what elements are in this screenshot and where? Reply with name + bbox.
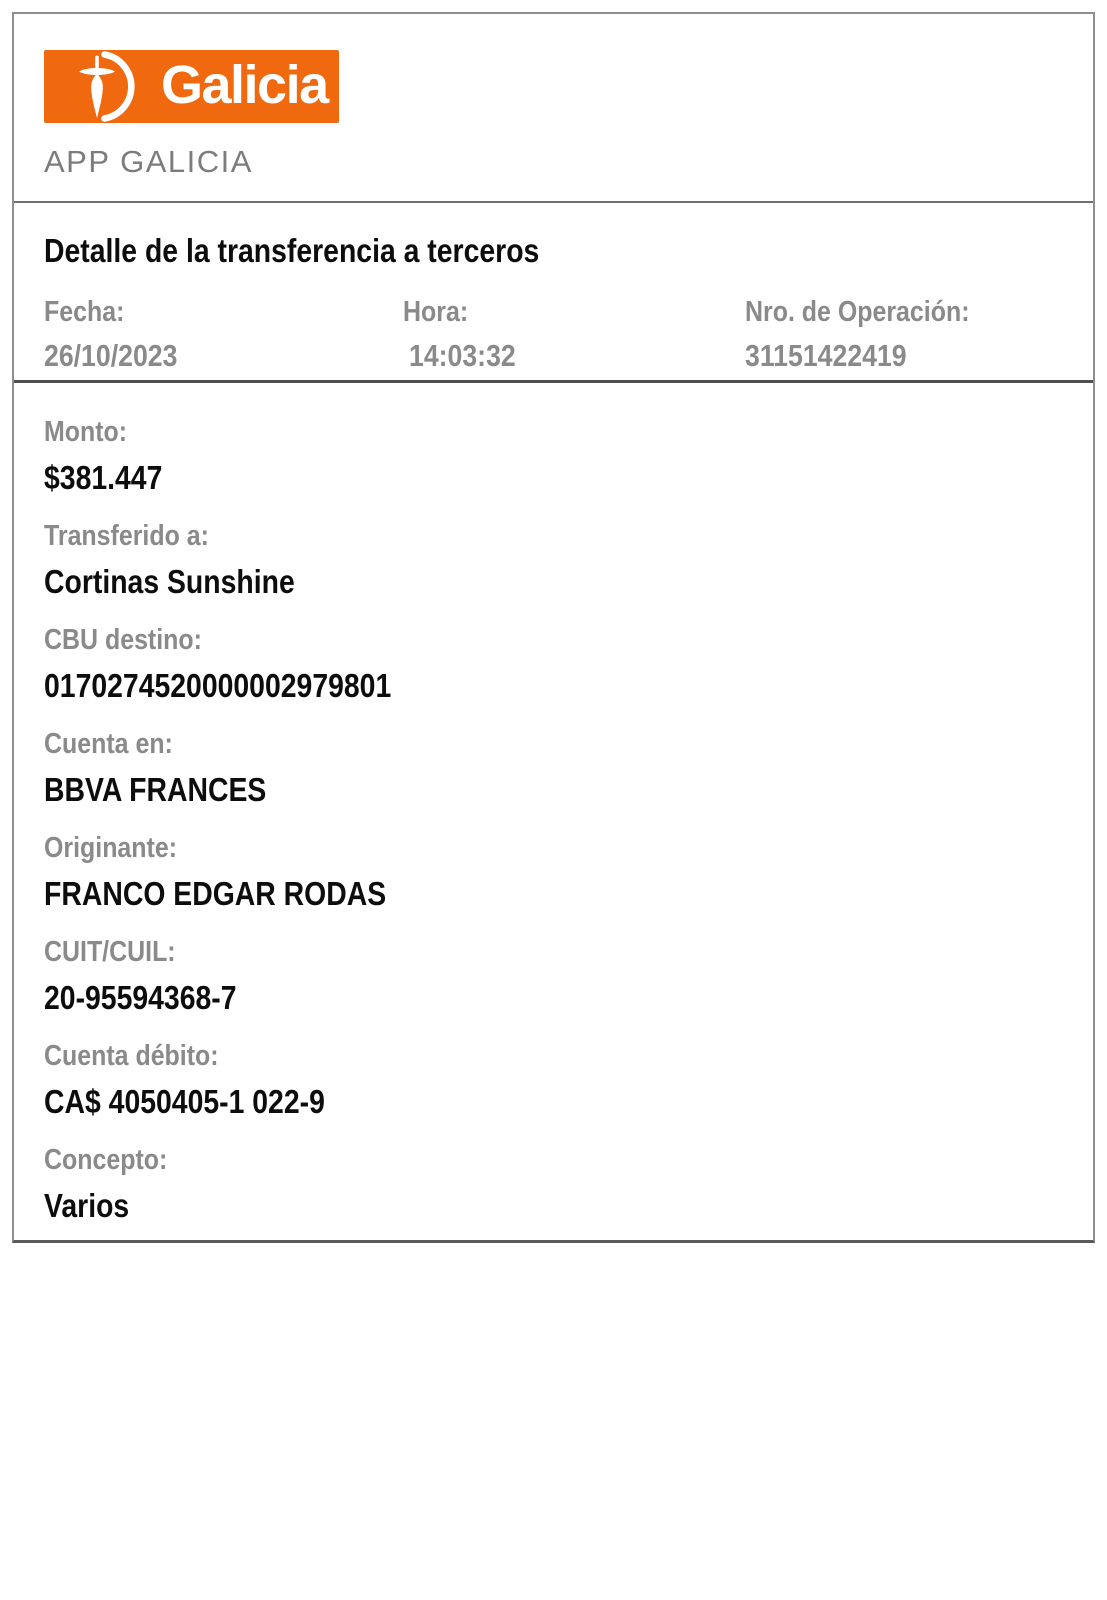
galicia-logo [44,50,339,123]
fecha-label: Fecha: [44,296,125,328]
meta-fecha [44,295,403,375]
field-cuit-cuil [44,935,1093,1018]
meta-row [44,295,1093,375]
cuit-cuil-label: CUIT/CUIL: [44,936,176,968]
concepto-value: Varios [44,1187,130,1224]
originante-label: Originante: [44,832,178,864]
galicia-wordmark: Galicia [161,54,328,115]
operacion-label: Nro. de Operación: [745,296,970,328]
monto-label: Monto: [44,416,128,448]
app-galicia-label: APP GALICIA [44,144,253,179]
cbu-destino-value: 0170274520000002979801 [44,667,392,704]
originante-value: FRANCO EDGAR RODAS [44,875,387,912]
meta-hora [403,295,745,375]
meta-operacion [745,295,1093,375]
cuenta-en-label: Cuenta en: [44,728,173,760]
galicia-cross-icon [57,50,137,123]
transferido-a-label: Transferido a: [44,520,209,552]
cuenta-en-value: BBVA FRANCES [44,771,267,808]
field-concepto [44,1143,1093,1226]
receipt-card [12,12,1095,1243]
receipt-header [14,14,1093,203]
transfer-summary-section [14,203,1093,383]
cuenta-debito-label: Cuenta débito: [44,1040,219,1072]
field-cuenta-debito [44,1039,1093,1122]
cuit-cuil-value: 20-95594368-7 [44,979,237,1016]
field-cuenta-en [44,727,1093,810]
concepto-label: Concepto: [44,1144,168,1176]
fecha-value: 26/10/2023 [44,338,178,373]
hora-label: Hora: [403,296,469,328]
field-monto [44,415,1093,498]
monto-value: $381.447 [44,459,163,496]
cbu-destino-label: CBU destino: [44,624,202,656]
transferido-a-value: Cortinas Sunshine [44,563,295,600]
cuenta-debito-value: CA$ 4050405-1 022-9 [44,1083,325,1120]
field-cbu-destino [44,623,1093,706]
page-title: Detalle de la transferencia a terceros [44,232,540,269]
field-originante [44,831,1093,914]
transfer-details-section [14,383,1093,1226]
hora-value: 14:03:32 [409,338,516,373]
field-transferido-a [44,519,1093,602]
operacion-value: 31151422419 [745,338,907,373]
